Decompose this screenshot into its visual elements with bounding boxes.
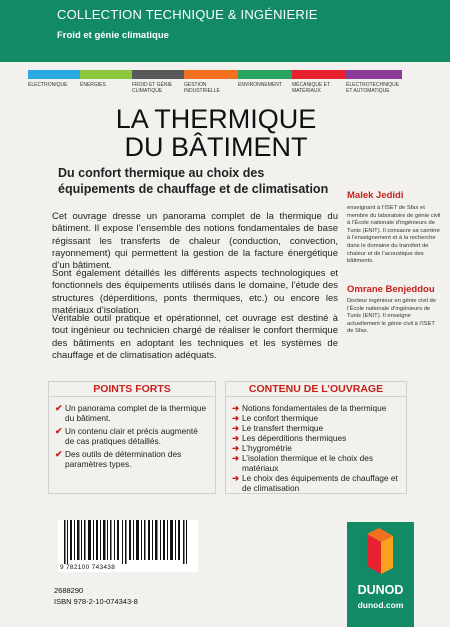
points-forts-box [48,396,216,494]
list-item: ➜ L’hygrométrie [232,443,292,453]
list-item: ✔ Un contenu clair et précis augmenté de cas pratiques détaillés. [55,426,198,446]
list-item: ➜ L’isolation thermique et le choix des matériaux [232,453,373,473]
collection-title: COLLECTION TECHNIQUE & INGÉNIERIE [57,7,318,22]
points-forts-list [55,403,209,469]
list-item: ➜ Le confort thermique [232,413,319,423]
list-item: ➜ Notions fondamentales de la thermique [232,403,387,413]
publisher-name: DUNOD [357,583,404,597]
product-code: 2688290 [54,586,84,595]
series-title: Froid et génie climatique [57,30,169,41]
category-label: FROID ET GÉNIE CLIMATIQUE [132,82,173,94]
list-item: ➜ Le choix des équipements de chauffage et de climatisation [232,473,398,493]
collection-header [0,0,450,62]
category-electrotechnique [346,70,402,94]
author-name-2: Omrane Benjeddou [347,284,435,295]
author-bio-1: enseignant à l’ISET de Sfax et membre du laboratoire de génie civil à l’École nationale d’ingénieurs de Tunis (ENIT). Il consacre sa carrière à l’enseignement et à la recherche dans le domaine du transfert de chaleur et de l’acoustique des bâtiments. [347,205,441,265]
category-label: GESTION INDUSTRIELLE [184,82,220,94]
category-label: ÉLECTRONIQUE [28,82,68,88]
category-energies [80,70,136,88]
arrow-right-icon: ➜ [232,423,240,433]
arrow-right-icon: ➜ [232,473,240,483]
list-item: ✔ Des outils de détermination des paramètres types. [55,449,182,469]
contenu-heading: CONTENU DE L’OUVRAGE [225,381,407,397]
check-icon: ✔ [55,403,63,413]
arrow-right-icon: ➜ [232,453,240,463]
category-environnement [238,70,294,88]
category-label: ÉNERGIES [80,82,106,88]
author-name-1: Malek Jedidi [347,190,404,201]
points-forts-heading: POINTS FORTS [48,381,216,397]
author-bio-2: Docteur ingénieur en génie civil de l’École nationale d’ingénieurs de Tunis (ENIT). Il enseigne actuellement le génie civil à l’ISET de Sfax. [347,298,436,335]
description-paragraph-2: Sont également détaillés les différents aspects technologiques et fonctionnels des équipements utilisés dans le domaine, l’étude des structures (déperditions, ponts thermiques, etc.) ou encore les matériaux d’isolation. [52,268,338,316]
arrow-right-icon: ➜ [232,443,240,453]
check-icon: ✔ [55,426,63,436]
category-gestion [184,70,240,94]
category-color-bar [238,70,294,79]
barcode-bars [58,520,198,564]
category-froid [132,70,188,94]
list-item: ✔ Un panorama complet de la thermique du bâtiment. [55,403,207,423]
description-paragraph-3: Véritable outil pratique et opérationnel, cet ouvrage est destiné à tout ingénieur ou technicien chargé de réaliser le confort thermique des bâtiments en adoptant les techniques et les systèmes de chauffage et de climatisation adéquats. [52,313,338,361]
dunod-logo-icon [347,522,414,582]
arrow-right-icon: ➜ [232,403,240,413]
publisher-url[interactable]: dunod.com [357,600,404,610]
category-mecanique [292,70,348,94]
category-color-bar [292,70,348,79]
book-title-line-2: DU BÂTIMENT [124,132,308,162]
book-title-line-1: LA THERMIQUE [115,104,317,134]
category-color-bar [184,70,240,79]
barcode-digits: 9 782100 743438 [60,564,116,571]
book-title [56,105,376,161]
contenu-list [232,403,400,493]
category-color-bar [80,70,136,79]
isbn: ISBN 978-2-10-074343-8 [54,597,138,606]
arrow-right-icon: ➜ [232,433,240,443]
list-item: ➜ Les déperditions thermiques [232,433,347,443]
check-icon: ✔ [55,449,63,459]
arrow-right-icon: ➜ [232,413,240,423]
description-paragraph-1: Cet ouvrage dresse un panorama complet de la thermique du bâtiment. Il expose l’ensemble des notions fondamentales de base régissant les transferts de chaleur (conduction, convection, rayonnement) qui permettent la gestion de la facture énergétique d’un bâtiment. [52,211,338,272]
contenu-box [225,396,407,494]
category-color-bar [132,70,188,79]
category-color-bar [28,70,84,79]
category-color-bar [346,70,402,79]
category-label: ÉLECTROTECHNIQUE ET AUTOMATIQUE [346,82,400,94]
category-electronique [28,70,84,88]
list-item: ➜ Le transfert thermique [232,423,324,433]
publisher-logo [347,522,414,582]
category-label: ENVIRONNEMENT [238,82,282,88]
book-subtitle: Du confort thermique au choix des équipements de chauffage et de climatisation [58,166,329,196]
category-label: MÉCANIQUE ET MATÉRIAUX [292,82,330,94]
